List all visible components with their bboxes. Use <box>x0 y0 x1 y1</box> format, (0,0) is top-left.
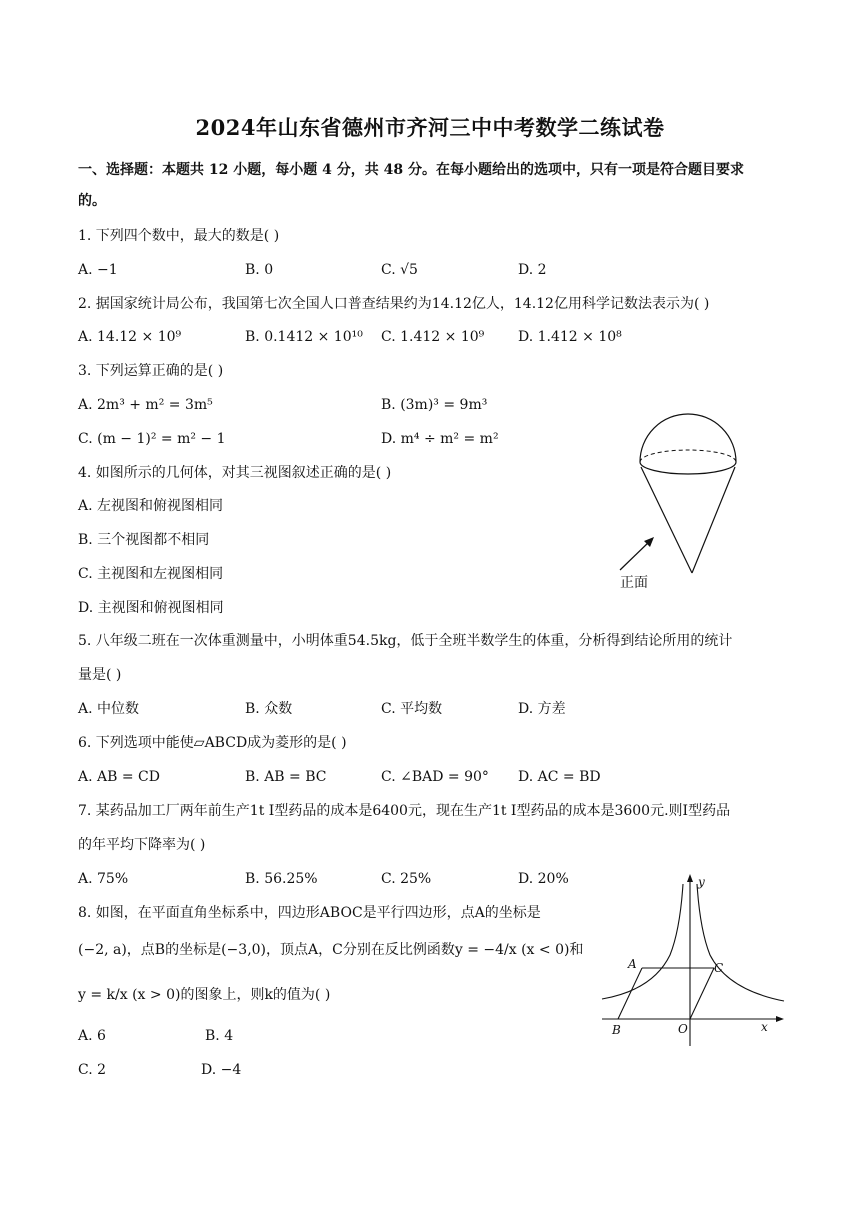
question-5-stem-line1: 5. 八年级二班在一次体重测量中，小明体重54.5kg，低于全班半数学生的体重，分析得到结论所用的统计 <box>78 633 733 649</box>
q7-option-c: C. 25% <box>381 871 432 887</box>
q8-option-a: A. 6 <box>78 1028 106 1044</box>
q5-option-d: D. 方差 <box>518 701 566 717</box>
q2-option-a: A. 14.12 × 10⁹ <box>78 329 182 345</box>
section-instructions-line1: 一、选择题：本题共 12 小题，每小题 4 分，共 48 分。在每小题给出的选项中，只有一项是符合题目要求 <box>78 162 744 178</box>
q4-figure-svg <box>600 405 760 600</box>
q8-option-b: B. 4 <box>205 1028 234 1044</box>
question-7-stem-line1: 7. 某药品加工厂两年前生产1t Ⅰ型药品的成本是6400元，现在生产1t Ⅰ型药品的成本是3600元.则Ⅰ型药品 <box>78 803 731 819</box>
q5-option-b: B. 众数 <box>245 701 293 717</box>
question-1-stem: 1. 下列四个数中，最大的数是( ) <box>78 228 280 244</box>
q4-option-b: B. 三个视图都不相同 <box>78 532 210 548</box>
q7-option-b: B. 56.25% <box>245 871 318 887</box>
q6-option-c: C. ∠BAD = 90° <box>381 769 489 785</box>
q4-option-c: C. 主视图和左视图相同 <box>78 566 224 582</box>
q3-option-c: C. (m − 1)² = m² − 1 <box>78 431 226 447</box>
q8-option-d: D. −4 <box>201 1062 242 1078</box>
q7-option-d: D. 20% <box>518 871 569 887</box>
question-7-stem-line2: 的年平均下降率为( ) <box>78 837 206 853</box>
q1-option-b: B. 0 <box>245 262 274 278</box>
question-5-stem-line2: 量是( ) <box>78 667 122 683</box>
q8-label-y: y <box>698 875 705 889</box>
q8-figure-coordinate-plane <box>598 870 790 1050</box>
q2-option-c: C. 1.412 × 10⁹ <box>381 329 485 345</box>
q8-label-b: B <box>612 1023 621 1037</box>
q8-label-c: C <box>714 961 724 975</box>
q1-option-c: C. √5 <box>381 262 418 278</box>
q6-option-a: A. AB = CD <box>78 769 160 785</box>
question-2-stem: 2. 据国家统计局公布，我国第七次全国人口普查结果约为14.12亿人，14.12亿用科学记数法表示为( ) <box>78 296 710 312</box>
q3-option-b: B. (3m)³ = 9m³ <box>381 397 488 413</box>
q8-label-a: A <box>628 957 637 971</box>
q6-option-b: B. AB = BC <box>245 769 327 785</box>
q5-option-c: C. 平均数 <box>381 701 443 717</box>
q7-option-a: A. 75% <box>78 871 129 887</box>
q2-option-d: D. 1.412 × 10⁸ <box>518 329 622 345</box>
question-4-stem: 4. 如图所示的几何体，对其三视图叙述正确的是( ) <box>78 465 392 481</box>
q3-option-d: D. m⁴ ÷ m² = m² <box>381 431 499 447</box>
q8-label-x: x <box>761 1020 768 1034</box>
q4-figure-solid <box>600 405 760 600</box>
q1-option-d: D. 2 <box>518 262 547 278</box>
question-3-stem: 3. 下列运算正确的是( ) <box>78 363 224 379</box>
question-8-stem-line3: y = k/x (x > 0)的图象上，则k的值为( ) <box>78 987 331 1003</box>
q8-option-c: C. 2 <box>78 1062 107 1078</box>
question-8-stem-line2: (−2, a)，点B的坐标是(−3,0)，顶点A，C分别在反比例函数y = −4/x (x < 0)和 <box>78 942 584 958</box>
q4-option-d: D. 主视图和俯视图相同 <box>78 600 224 616</box>
q1-option-a: A. −1 <box>78 262 118 278</box>
q3-option-a: A. 2m³ + m² = 3m⁵ <box>78 397 213 413</box>
question-6-stem: 6. 下列选项中能使▱ABCD成为菱形的是( ) <box>78 735 347 751</box>
q5-option-a: A. 中位数 <box>78 701 140 717</box>
question-8-stem-line1: 8. 如图，在平面直角坐标系中，四边形ABOC是平行四边形，点A的坐标是 <box>78 905 541 921</box>
section-instructions-line2: 的。 <box>78 193 106 209</box>
q8-label-o: O <box>678 1022 688 1036</box>
q8-figure-svg <box>598 870 790 1050</box>
q4-figure-label: 正面 <box>620 575 648 591</box>
q2-option-b: B. 0.1412 × 10¹⁰ <box>245 329 363 345</box>
q4-option-a: A. 左视图和俯视图相同 <box>78 498 224 514</box>
q6-option-d: D. AC = BD <box>518 769 601 785</box>
page-title: 2024年山东省德州市齐河三中中考数学二练试卷 <box>195 115 665 140</box>
